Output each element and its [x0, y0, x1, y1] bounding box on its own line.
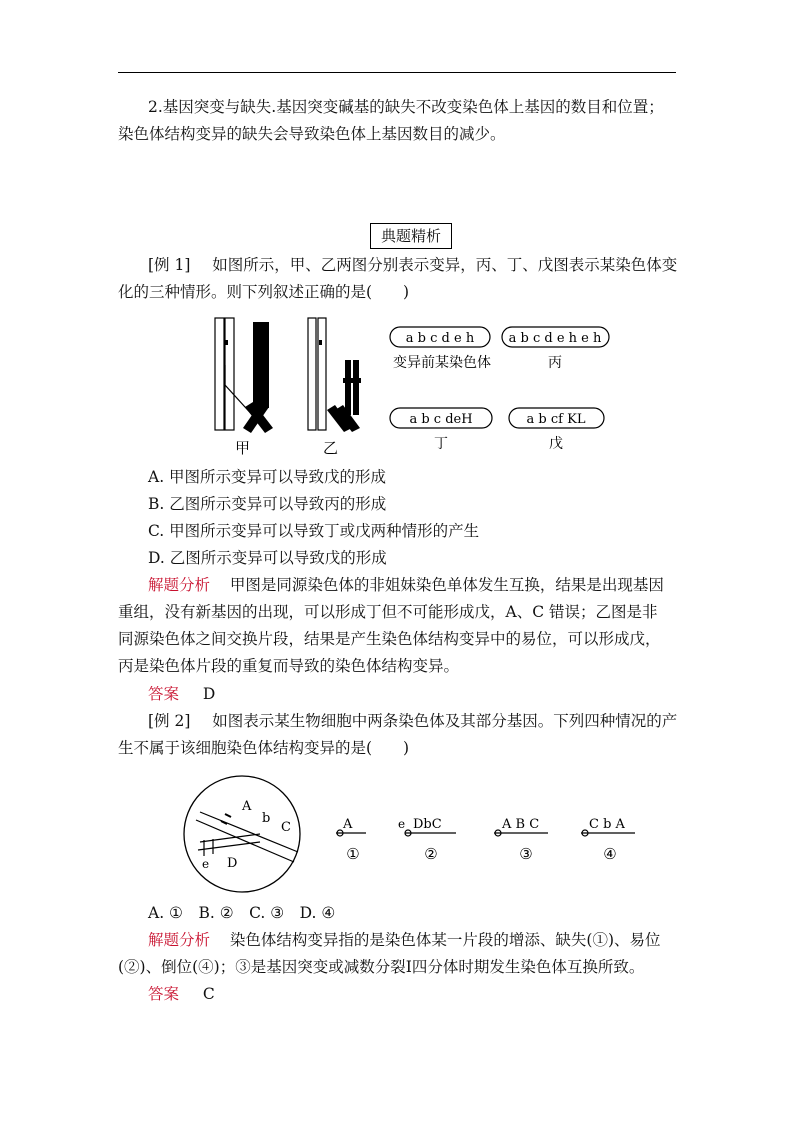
chromosome-option-2 [398, 817, 456, 863]
svg-text:D: D [227, 856, 238, 871]
label-yi: 乙 [323, 439, 339, 457]
svg-text:a b c d e h e h: a b c d e h e h [508, 331, 602, 346]
svg-text:④: ④ [603, 845, 617, 863]
chromosome-option-4 [581, 817, 635, 863]
example1-analysis-label: 解题分析 [148, 576, 211, 594]
example1-stem-line-1 [148, 252, 677, 279]
chromosome-ding [390, 408, 492, 452]
svg-text:e: e [202, 857, 210, 871]
example2-stem-text-1: 如图表示某生物细胞中两条染色体及其部分基因。下列四种情况的产 [212, 712, 678, 730]
example2-analysis-label: 解题分析 [148, 931, 211, 949]
example1-answer-value: D [202, 685, 216, 703]
example1-tag: [例 1] [148, 256, 191, 274]
chromosome-option-1 [336, 817, 366, 863]
example1-stem-line-2: 化的三种情形。则下列叙述正确的是( ) [118, 283, 410, 301]
header-rule [118, 72, 676, 73]
example2-stem-line-2: 生不属于该细胞染色体结构变异的是( ) [118, 739, 410, 757]
example2-analysis-line-2: (②)、倒位(④)；③是基因突变或减数分裂Ⅰ四分体时期发生染色体互换所致。 [118, 958, 645, 976]
yi-chromosomes [308, 318, 361, 457]
svg-text:A: A [343, 817, 353, 832]
caption-wu: 戊 [549, 436, 563, 452]
cell-diagram [184, 776, 300, 892]
example1-stem-text-1: 如图所示，甲、乙两图分别表示变异，丙、丁、戊图表示某染色体变 [212, 256, 678, 274]
example1-analysis-line-1: 解题分析 甲图是同源染色体的非姐妹染色单体发生互换，结果是出现基因 [148, 576, 664, 594]
example2-tag: [例 2] [148, 712, 191, 730]
svg-text:a b c d e h: a b c d e h [405, 331, 475, 346]
example2-analysis-line-1: 解题分析 染色体结构变异指的是染色体某一片段的增添、缺失(①)、易位 [148, 931, 661, 949]
section-title: 典题精析 [370, 223, 452, 249]
example2-options: A. ① B. ② C. ③ D. ④ [148, 904, 336, 922]
intro-line-2: 染色体结构变异的缺失会导致染色体上基因数目的减少。 [118, 125, 506, 143]
svg-text:a b cf KL: a b cf KL [526, 412, 586, 427]
svg-text:A: A [242, 799, 252, 814]
chromosome-before [390, 327, 491, 371]
svg-text:DbC: DbC [413, 817, 442, 832]
svg-text:a b c deH: a b c deH [409, 412, 473, 427]
svg-text:C: C [281, 820, 291, 835]
example2-answer-value: C [202, 985, 215, 1003]
caption-bing: 丙 [548, 355, 562, 371]
example1-analysis-line-2: 重组，没有新基因的出现，可以形成丁但不可能形成戊，A、C 错误；乙图是非 [118, 603, 658, 621]
example2-answer-label: 答案 [148, 985, 180, 1003]
svg-text:③: ③ [519, 845, 533, 863]
svg-text:C b A: C b A [589, 817, 625, 832]
example1-option-c: C. 甲图所示变异可以导致丁或戊两种情形的产生 [148, 522, 480, 540]
example1-analysis-line-3: 同源染色体之间交换片段，结果是产生染色体结构变异中的易位，可以形成戊， [118, 630, 661, 648]
chromosome-wu [509, 408, 604, 452]
label-jia: 甲 [235, 439, 251, 457]
example1-analysis-line-4: 丙是染色体片段的重复而导致的染色体结构变异。 [118, 657, 460, 675]
example1-answer [148, 681, 215, 708]
svg-text:b: b [262, 811, 271, 826]
jia-chromosomes [215, 318, 273, 457]
example2-answer [148, 981, 215, 1008]
example1-option-b: B. 乙图所示变异可以导致丙的形成 [148, 495, 387, 513]
example1-answer-label: 答案 [148, 685, 180, 703]
intro-line-1: 2.基因突变与缺失.基因突变碱基的缺失不改变染色体上基因的数目和位置； [148, 98, 664, 116]
example2-figure [180, 770, 645, 898]
chromosome-option-3 [494, 817, 548, 863]
caption-before: 变异前某染色体 [393, 355, 491, 371]
svg-text:②: ② [424, 845, 438, 863]
chromosome-bing [502, 327, 609, 371]
example1-option-a: A. 甲图所示变异可以导致戊的形成 [148, 468, 387, 486]
svg-text:A B C: A B C [502, 817, 540, 832]
svg-text:①: ① [346, 845, 360, 863]
example1-figure [205, 310, 620, 462]
svg-text:e: e [398, 817, 406, 831]
example2-stem-line-1 [148, 708, 677, 735]
caption-ding: 丁 [434, 436, 448, 452]
example1-option-d: D. 乙图所示变异可以导致戊的形成 [148, 549, 387, 567]
